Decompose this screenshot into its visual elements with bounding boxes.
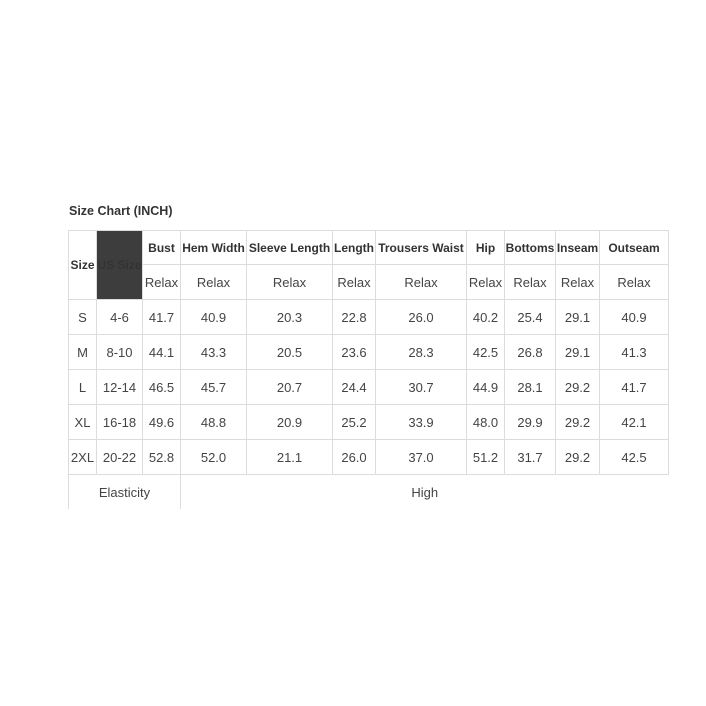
size-chart-title: Size Chart (INCH) bbox=[69, 204, 173, 218]
elasticity-label: Elasticity bbox=[69, 475, 181, 510]
value-cell: 28.1 bbox=[505, 370, 556, 405]
fit-label: Relax bbox=[376, 265, 467, 300]
size-cell: L bbox=[69, 370, 97, 405]
value-cell: 42.5 bbox=[467, 335, 505, 370]
value-cell: 23.6 bbox=[333, 335, 376, 370]
column-header: Outseam bbox=[600, 231, 669, 265]
column-header: Bottoms bbox=[505, 231, 556, 265]
value-cell: 25.4 bbox=[505, 300, 556, 335]
value-cell: 41.7 bbox=[600, 370, 669, 405]
value-cell: 40.9 bbox=[600, 300, 669, 335]
size-chart-table bbox=[68, 230, 669, 509]
value-cell: 26.0 bbox=[333, 440, 376, 475]
fit-label: Relax bbox=[247, 265, 333, 300]
table-row bbox=[69, 335, 669, 370]
value-cell: 20.7 bbox=[247, 370, 333, 405]
fit-label: Relax bbox=[333, 265, 376, 300]
fit-label: Relax bbox=[505, 265, 556, 300]
value-cell: 24.4 bbox=[333, 370, 376, 405]
column-header: Bust bbox=[143, 231, 181, 265]
value-cell: 21.1 bbox=[247, 440, 333, 475]
fit-label: Relax bbox=[600, 265, 669, 300]
fit-label: Relax bbox=[467, 265, 505, 300]
column-header: Hip bbox=[467, 231, 505, 265]
value-cell: 25.2 bbox=[333, 405, 376, 440]
value-cell: 29.1 bbox=[556, 335, 600, 370]
fit-label: Relax bbox=[143, 265, 181, 300]
us-size-cell: 20-22 bbox=[97, 440, 143, 475]
size-cell: S bbox=[69, 300, 97, 335]
value-cell: 26.8 bbox=[505, 335, 556, 370]
value-cell: 44.9 bbox=[467, 370, 505, 405]
value-cell: 29.9 bbox=[505, 405, 556, 440]
value-cell: 22.8 bbox=[333, 300, 376, 335]
column-header: Length bbox=[333, 231, 376, 265]
table-row bbox=[69, 300, 669, 335]
header-row bbox=[69, 231, 669, 265]
value-cell: 45.7 bbox=[181, 370, 247, 405]
us-size-header: US Size bbox=[97, 231, 143, 300]
us-size-cell: 16-18 bbox=[97, 405, 143, 440]
table-row bbox=[69, 440, 669, 475]
value-cell: 29.2 bbox=[556, 370, 600, 405]
value-cell: 20.5 bbox=[247, 335, 333, 370]
column-header: Sleeve Length bbox=[247, 231, 333, 265]
elasticity-row bbox=[69, 475, 669, 510]
column-header: Inseam bbox=[556, 231, 600, 265]
value-cell: 20.9 bbox=[247, 405, 333, 440]
column-header: Trousers Waist bbox=[376, 231, 467, 265]
value-cell: 49.6 bbox=[143, 405, 181, 440]
value-cell: 31.7 bbox=[505, 440, 556, 475]
value-cell: 29.1 bbox=[556, 300, 600, 335]
us-size-cell: 12-14 bbox=[97, 370, 143, 405]
value-cell: 48.8 bbox=[181, 405, 247, 440]
value-cell: 40.9 bbox=[181, 300, 247, 335]
column-header: Hem Width bbox=[181, 231, 247, 265]
value-cell: 29.2 bbox=[556, 405, 600, 440]
value-cell: 44.1 bbox=[143, 335, 181, 370]
us-size-cell: 4-6 bbox=[97, 300, 143, 335]
fit-label: Relax bbox=[556, 265, 600, 300]
value-cell: 52.0 bbox=[181, 440, 247, 475]
value-cell: 20.3 bbox=[247, 300, 333, 335]
value-cell: 48.0 bbox=[467, 405, 505, 440]
table-row bbox=[69, 405, 669, 440]
value-cell: 51.2 bbox=[467, 440, 505, 475]
fit-label: Relax bbox=[181, 265, 247, 300]
size-cell: M bbox=[69, 335, 97, 370]
size-chart-container bbox=[68, 230, 660, 500]
value-cell: 42.5 bbox=[600, 440, 669, 475]
value-cell: 28.3 bbox=[376, 335, 467, 370]
value-cell: 43.3 bbox=[181, 335, 247, 370]
fit-row bbox=[69, 265, 669, 300]
value-cell: 42.1 bbox=[600, 405, 669, 440]
us-size-cell: 8-10 bbox=[97, 335, 143, 370]
value-cell: 41.7 bbox=[143, 300, 181, 335]
size-header: Size bbox=[69, 231, 97, 300]
size-cell: XL bbox=[69, 405, 97, 440]
value-cell: 52.8 bbox=[143, 440, 181, 475]
value-cell: 26.0 bbox=[376, 300, 467, 335]
value-cell: 40.2 bbox=[467, 300, 505, 335]
value-cell: 46.5 bbox=[143, 370, 181, 405]
value-cell: 41.3 bbox=[600, 335, 669, 370]
value-cell: 33.9 bbox=[376, 405, 467, 440]
value-cell: 37.0 bbox=[376, 440, 467, 475]
value-cell: 30.7 bbox=[376, 370, 467, 405]
value-cell: 29.2 bbox=[556, 440, 600, 475]
size-cell: 2XL bbox=[69, 440, 97, 475]
table-row bbox=[69, 370, 669, 405]
elasticity-value: High bbox=[181, 475, 669, 510]
